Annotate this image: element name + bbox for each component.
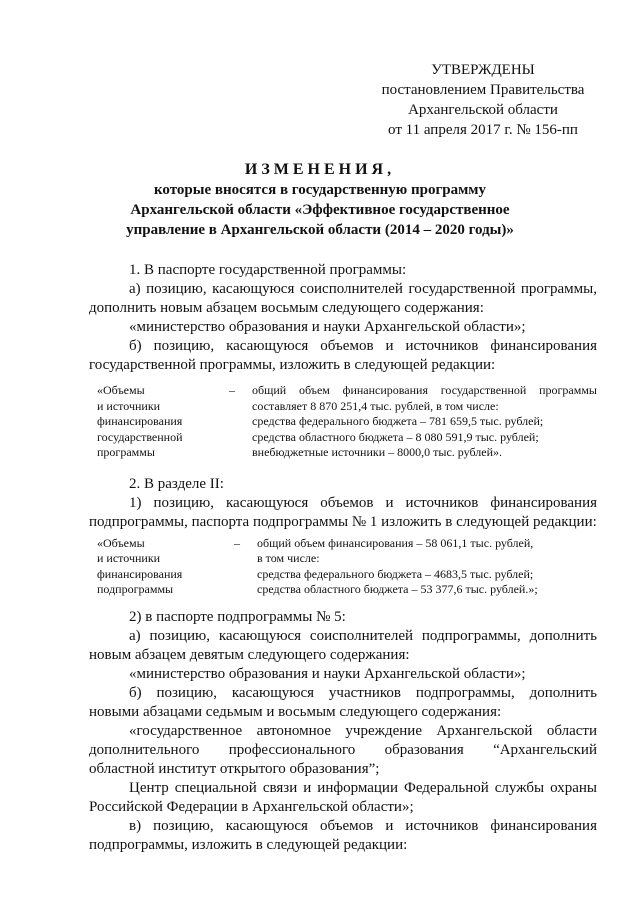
paragraph-line: дополнить новым абзацем восьмым следующего содержания:	[89, 300, 484, 316]
approval-title: УТВЕРЖДЕНЫ	[431, 62, 535, 78]
value-line: составляет 8 870 251,4 тыс. рублей, в том числе:	[252, 398, 499, 413]
approval-line: Архангельской области	[408, 102, 558, 118]
label-line: и источники	[97, 551, 161, 565]
value-line: общий объем финансирования – 58 061,1 тыс. рублей,	[257, 535, 534, 550]
label-line: финансирования	[97, 414, 183, 428]
paragraph-line: подпрограммы, паспорта подпрограммы № 1 изложить в следующей редакции:	[89, 513, 597, 530]
document-body	[89, 261, 597, 855]
financing-values	[252, 383, 597, 461]
quote-line: «министерство образования и науки Архангельской области»;	[129, 665, 526, 682]
dash-separator: –	[229, 383, 235, 397]
paragraph-line: Российской Федерации в Архангельской области»;	[89, 798, 414, 815]
value-line: средства областного бюджета – 53 377,6 тыс. рублей.»;	[257, 582, 538, 596]
paragraph-line: а) позицию, касающуюся соисполнителей государственной программы,	[129, 281, 597, 297]
value-line: общий объем финансирования государственной программы	[252, 383, 597, 397]
section-1-title: 1. В паспорте государственной программы:	[129, 262, 407, 278]
value-line: средства федерального бюджета – 781 659,5 тыс. рублей;	[252, 414, 544, 428]
paragraph-line: государственной программы, изложить в следующей редакции:	[89, 357, 496, 373]
label-line: государственной	[97, 429, 183, 444]
label-line: и источники	[97, 398, 161, 413]
paragraph-line: подпрограммы, изложить в следующей редакции:	[89, 836, 408, 853]
value-line: средства федерального бюджета – 4683,5 тыс. рублей;	[257, 566, 534, 581]
value-line: внебюджетные источники – 8000,0 тыс. рублей».	[252, 445, 503, 459]
heading-line: управление в Архангельской области (2014 – 2020 годы)»	[126, 222, 514, 238]
paragraph-line: б) позицию, касающуюся участников подпрограммы, дополнить	[129, 684, 597, 701]
approval-date: от 11 апреля 2017 г. № 156-пп	[388, 122, 578, 138]
quote-line: «министерство образования и науки Архангельской области»;	[129, 319, 526, 335]
quote-line: «государственное автономное учреждение Архангельской области	[129, 722, 597, 739]
approval-line: постановлением Правительства	[381, 82, 585, 98]
paragraph-line: а) позицию, касающуюся соисполнителей подпрограммы, дополнить	[129, 627, 597, 644]
quote-line: дополнительного профессионального образования “Архангельский	[89, 741, 597, 758]
document-heading	[60, 160, 580, 240]
financing-values	[257, 536, 597, 598]
financing-label	[89, 536, 217, 598]
label-line: «Объемы	[97, 383, 145, 397]
paragraph-line: новыми абзацами седьмым и восьмым следующего содержания:	[89, 703, 502, 720]
paragraph-line: новым абзацем девятым следующего содержания:	[89, 646, 410, 663]
financing-label	[89, 383, 212, 461]
quote-line: областной институт открытого образования”;	[89, 760, 380, 777]
label-line: финансирования	[97, 566, 183, 581]
section-2-title: 2. В разделе II:	[129, 475, 224, 492]
heading-line: Архангельской области «Эффективное государственное	[130, 202, 510, 218]
value-line: средства областного бюджета – 8 080 591,9 тыс. рублей;	[252, 429, 539, 444]
label-line: «Объемы	[97, 535, 145, 550]
document-title: ИЗМЕНЕНИЯ,	[244, 161, 396, 178]
label-line: подпрограммы	[97, 582, 174, 596]
paragraph-line: Центр специальной связи и информации Федеральной службы охраны	[129, 779, 597, 796]
paragraph-line: в) позицию, касающуюся объемов и источников финансирования	[129, 817, 597, 834]
financing-table-program	[89, 383, 597, 461]
paragraph-line: б) позицию, касающуюся объемов и источников финансирования	[129, 338, 597, 354]
paragraph-line: 1) позицию, касающуюся объемов и источников финансирования	[129, 494, 597, 511]
dash-separator: –	[234, 535, 240, 550]
heading-line: которые вносятся в государственную программу	[153, 182, 487, 198]
subsection-title: 2) в паспорте подпрограммы № 5:	[129, 608, 346, 625]
value-line: в том числе:	[257, 551, 320, 565]
approval-stamp	[368, 60, 598, 140]
label-line: программы	[97, 445, 155, 459]
financing-table-subprogram-1	[89, 536, 597, 598]
